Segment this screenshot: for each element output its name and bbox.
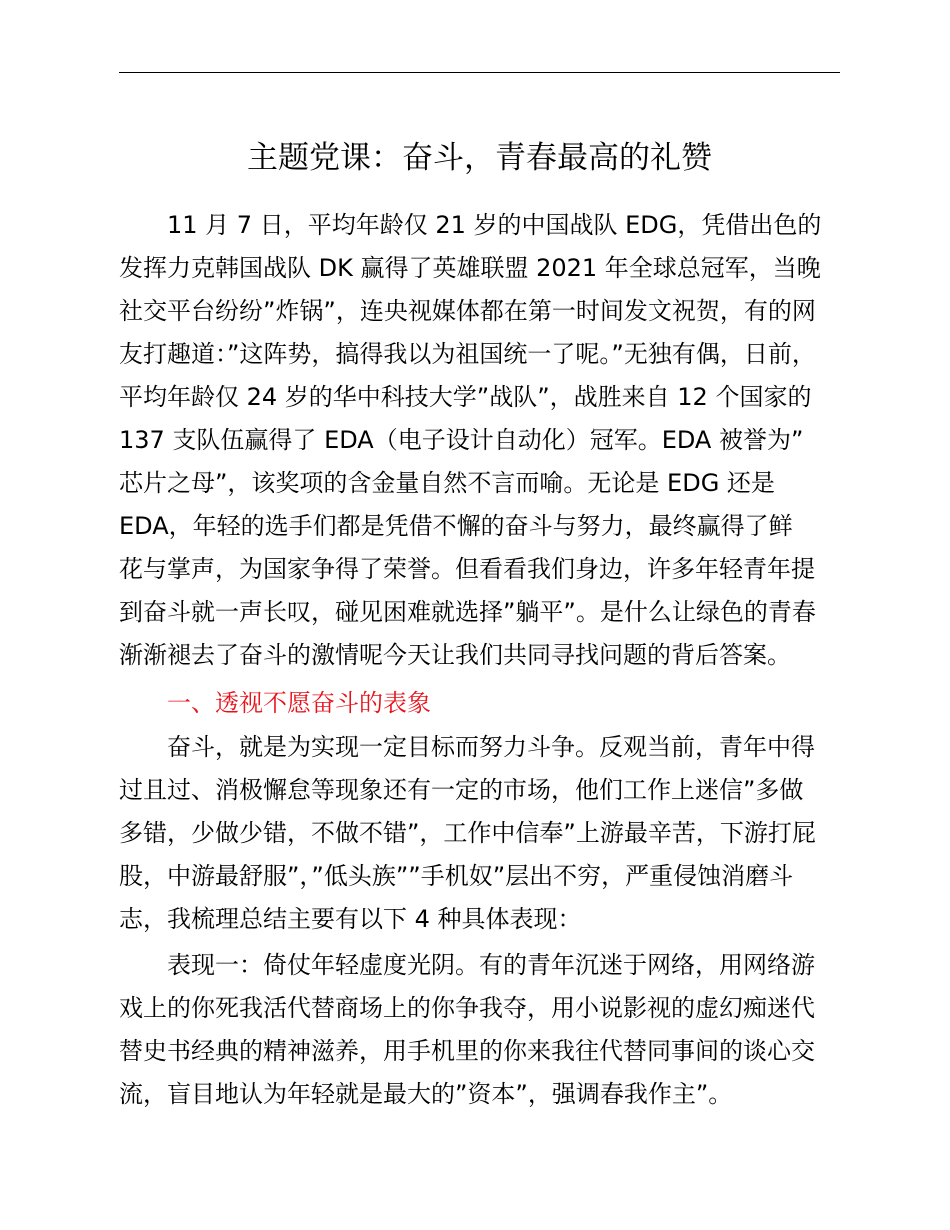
paragraph-line: 表现一：倚仗年轻虚度光阴。有的青年沉迷于网络，用网络游 xyxy=(167,951,815,979)
paragraph-line: 过且过、消极懈怠等现象还有一定的市场，他们工作上迷信”多做 xyxy=(119,776,804,804)
paragraph-line: 11 月 7 日，平均年龄仅 21 岁的中国战队 EDG，凭借出色的 xyxy=(167,211,822,239)
paragraph-line: 平均年龄仅 24 岁的华中科技大学”战队”，战胜来自 12 个国家的 xyxy=(119,383,812,411)
paragraph-line: 志，我梳理总结主要有以下 4 种具体表现： xyxy=(119,905,582,933)
paragraph-line: 替史书经典的精神滋养，用手机里的你来我往代替同事间的谈心交 xyxy=(119,1037,815,1065)
section-heading: 一、透视不愿奋斗的表象 xyxy=(167,689,431,717)
paragraph-line: 戏上的你死我活代替商场上的你争我夺，用小说影视的虚幻痴迷代 xyxy=(119,994,815,1022)
document-title: 主题党课：奋斗，青春最高的礼赞 xyxy=(247,140,712,176)
paragraph-line: 流，盲目地认为年轻就是最大的”资本”，强调春我作主”。 xyxy=(119,1080,733,1108)
header-rule xyxy=(119,72,840,73)
paragraph-line: 友打趣道：”这阵势，搞得我以为祖国统一了呢。”无独有偶，日前， xyxy=(119,340,816,368)
paragraph-line: 社交平台纷纷”炸锅”，连央视媒体都在第一时间发文祝贺，有的网 xyxy=(119,297,816,325)
paragraph-line: EDA，年轻的选手们都是凭借不懈的奋斗与努力，最终赢得了鲜 xyxy=(119,512,793,540)
paragraph-line: 渐渐褪去了奋斗的激情呢今天让我们共同寻找问题的背后答案。 xyxy=(119,641,791,669)
paragraph-line: 芯片之母”，该奖项的含金量自然不言而喻。无论是 EDG 还是 xyxy=(119,469,775,497)
paragraph-line: 发挥力克韩国战队 DK 赢得了英雄联盟 2021 年全球总冠军，当晚 xyxy=(119,254,821,282)
paragraph-line: 137 支队伍赢得了 EDA（电子设计自动化）冠军。EDA 被誉为” xyxy=(119,426,804,454)
paragraph-line: 到奋斗就一声长叹，碰见困难就选择”躺平”。是什么让绿色的青春 xyxy=(119,598,816,626)
paragraph-line: 花与掌声，为国家争得了荣誉。但看看我们身边，许多年轻青年提 xyxy=(119,555,815,583)
paragraph-line: 多错，少做少错，不做不错”，工作中信奉”上游最辛苦，下游打屁 xyxy=(119,819,816,847)
paragraph-line: 奋斗，就是为实现一定目标而努力斗争。反观当前，青年中得 xyxy=(167,733,815,761)
paragraph-line: 股，中游最舒服”，”低头族””手机奴”层出不穷，严重侵蚀消磨斗 xyxy=(119,862,794,890)
